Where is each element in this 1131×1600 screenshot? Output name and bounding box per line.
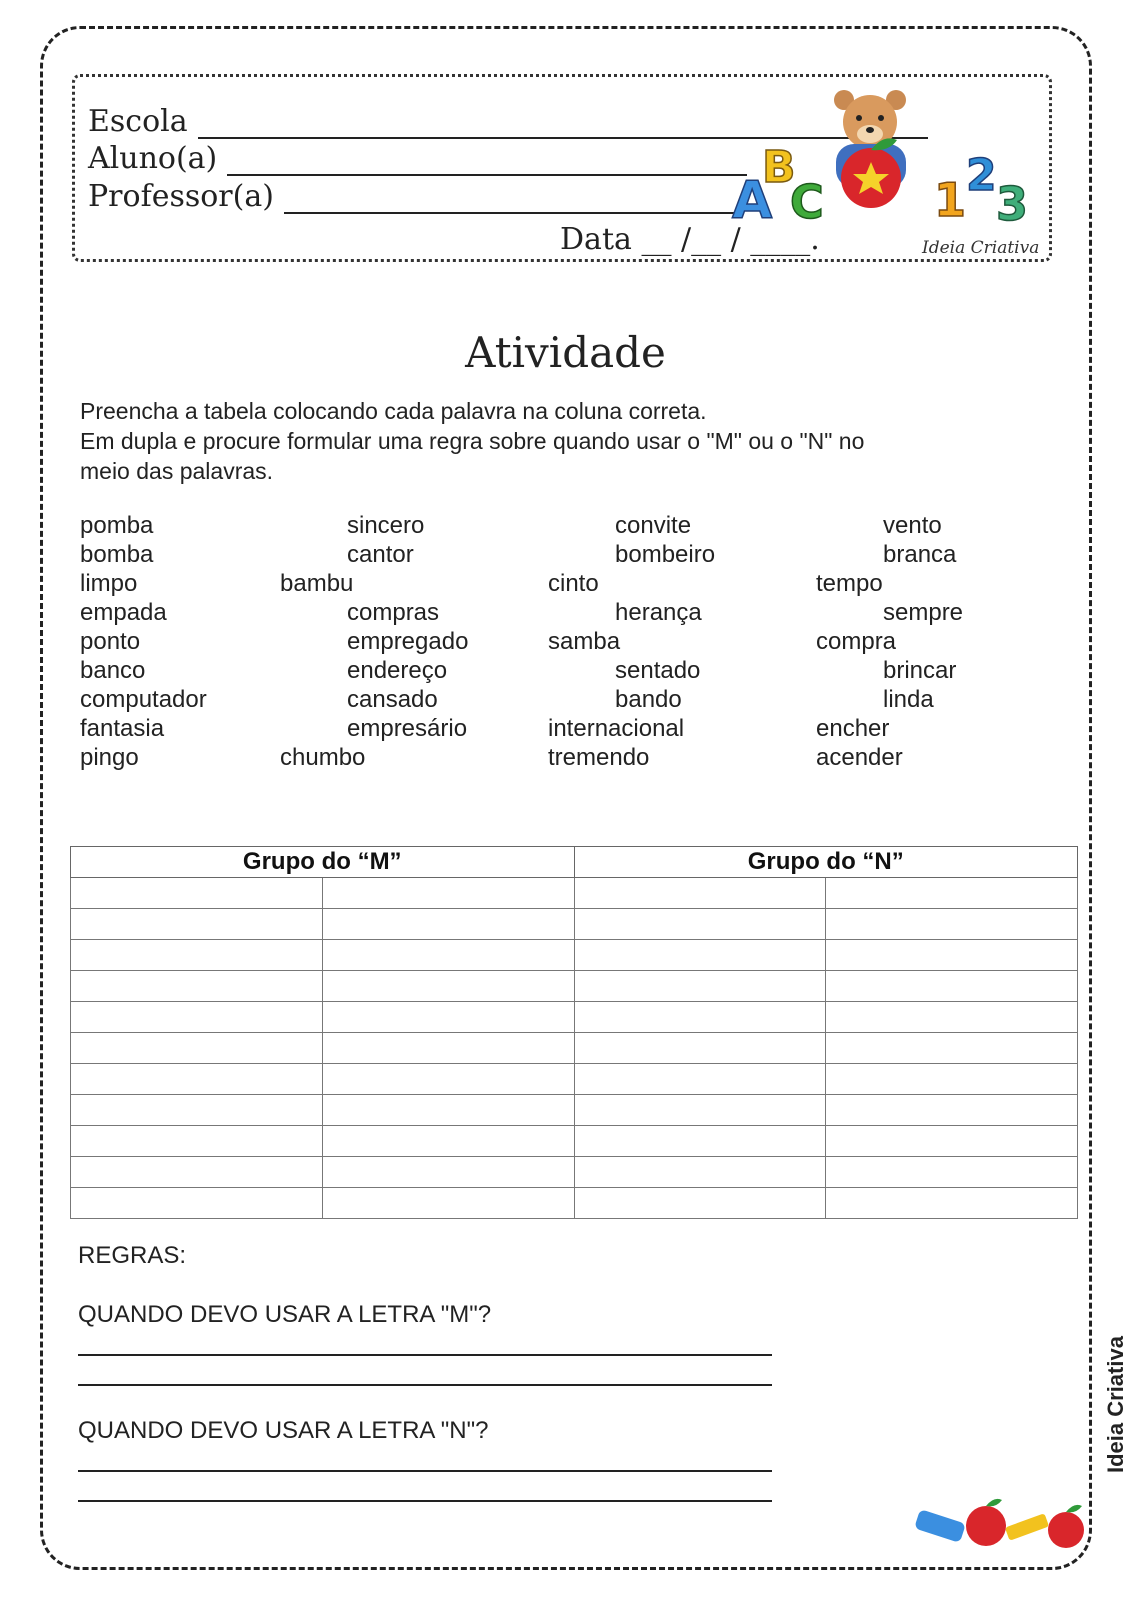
word: linda [883, 686, 934, 713]
date-blank: __ /__ / ____. [641, 222, 820, 257]
table-cell[interactable] [322, 1002, 574, 1033]
table-cell[interactable] [322, 909, 574, 940]
group-m-header: Grupo do “M” [71, 847, 575, 878]
table-cell[interactable] [322, 1064, 574, 1095]
rules-heading: REGRAS: [78, 1242, 187, 1269]
table-cell[interactable] [71, 1002, 323, 1033]
answer-line-m-1[interactable] [78, 1354, 772, 1356]
table-row [71, 1157, 1078, 1188]
table-cell[interactable] [71, 1064, 323, 1095]
table-cell[interactable] [71, 1157, 323, 1188]
table-cell[interactable] [322, 878, 574, 909]
table-row [71, 940, 1078, 971]
table-cell[interactable] [826, 1002, 1078, 1033]
table-row [71, 1188, 1078, 1219]
word: compra [816, 628, 897, 655]
table-cell[interactable] [826, 1157, 1078, 1188]
instruction-line: Em dupla e procure formular uma regra sobre quando usar o "M" ou o "N" no [80, 428, 865, 454]
signature: Ideia Criativa [922, 238, 1040, 258]
word: computador [80, 686, 207, 713]
word: bando [615, 686, 682, 713]
word: pomba [80, 512, 154, 539]
word: sincero [347, 512, 425, 539]
instruction-line: meio das palavras. [80, 458, 274, 484]
answer-line-n-1[interactable] [78, 1470, 772, 1472]
table-cell[interactable] [574, 1126, 826, 1157]
table-row [71, 1002, 1078, 1033]
teacher-label: Professor(a) [88, 179, 274, 214]
word: chumbo [280, 744, 366, 771]
word: vento [883, 512, 942, 539]
group-n-header: Grupo do “N” [574, 847, 1078, 878]
word: compras [347, 599, 440, 626]
word: sempre [883, 599, 964, 626]
table-cell[interactable] [574, 878, 826, 909]
block-letter: B [762, 142, 796, 193]
block-letter: 3 [996, 177, 1029, 231]
table-cell[interactable] [322, 1157, 574, 1188]
crayon-icon [914, 1509, 966, 1543]
table-row [71, 1126, 1078, 1157]
question-m: QUANDO DEVO USAR A LETRA "M"? [78, 1301, 492, 1328]
instruction-line: Preencha a tabela colocando cada palavra na coluna correta. [80, 398, 707, 424]
student-label: Aluno(a) [88, 141, 218, 176]
table-cell[interactable] [71, 1188, 323, 1219]
word: samba [548, 628, 621, 655]
word: bambu [280, 570, 354, 597]
table-cell[interactable] [322, 971, 574, 1002]
table-cell[interactable] [826, 1033, 1078, 1064]
teacher-line [284, 186, 734, 214]
table-row [71, 1095, 1078, 1126]
word: acender [816, 744, 903, 771]
word: empresário [347, 715, 468, 742]
table-cell[interactable] [322, 1095, 574, 1126]
table-row [71, 878, 1078, 909]
table-cell[interactable] [322, 940, 574, 971]
table-cell[interactable] [574, 1033, 826, 1064]
table-cell[interactable] [71, 971, 323, 1002]
word: tremendo [548, 744, 650, 771]
block-letter: C [790, 175, 824, 229]
table-cell[interactable] [826, 1126, 1078, 1157]
answer-line-n-2[interactable] [78, 1500, 772, 1502]
word: tempo [816, 570, 883, 597]
word: cantor [347, 541, 414, 568]
word: empregado [347, 628, 469, 655]
word: sentado [615, 657, 701, 684]
answer-table [70, 846, 1078, 1219]
table-cell[interactable] [826, 1188, 1078, 1219]
table-row [71, 971, 1078, 1002]
table-cell[interactable] [322, 1033, 574, 1064]
table-cell[interactable] [574, 971, 826, 1002]
word: endereço [347, 657, 448, 684]
block-letter: 2 [966, 150, 997, 201]
student-line [227, 148, 747, 176]
table-row [71, 1064, 1078, 1095]
table-row [71, 1033, 1078, 1064]
word: banco [80, 657, 146, 684]
block-letter: A [732, 171, 773, 231]
pencil-icon [1005, 1513, 1049, 1541]
word: bomba [80, 541, 154, 568]
table-cell[interactable] [322, 1188, 574, 1219]
block-letter: 1 [934, 173, 967, 227]
student-field [88, 141, 747, 176]
table-cell[interactable] [826, 1064, 1078, 1095]
word: ponto [80, 628, 141, 655]
word: cansado [347, 686, 438, 713]
word: limpo [80, 570, 138, 597]
decoration-illustration [908, 1490, 1092, 1560]
word: convite [615, 512, 692, 539]
table-cell[interactable] [71, 909, 323, 940]
word: internacional [548, 715, 685, 742]
bear-illustration [728, 86, 1046, 234]
table-cell[interactable] [826, 971, 1078, 1002]
word: encher [816, 715, 890, 742]
table-cell[interactable] [574, 1188, 826, 1219]
table-cell[interactable] [574, 940, 826, 971]
table-cell[interactable] [826, 1095, 1078, 1126]
table-cell[interactable] [574, 1064, 826, 1095]
apple-icon [966, 1499, 1006, 1546]
table-cell[interactable] [574, 909, 826, 940]
question-n: QUANDO DEVO USAR A LETRA "N"? [78, 1417, 489, 1444]
table-cell[interactable] [71, 940, 323, 971]
word: herança [615, 599, 702, 626]
page-title: Atividade [465, 328, 666, 377]
answer-line-m-2[interactable] [78, 1384, 772, 1386]
table-cell[interactable] [574, 1157, 826, 1188]
table-cell[interactable] [826, 940, 1078, 971]
table-cell[interactable] [574, 1095, 826, 1126]
instructions [80, 396, 1000, 486]
table-cell[interactable] [322, 1126, 574, 1157]
date-label: Data [560, 222, 632, 257]
word: branca [883, 541, 957, 568]
table-cell[interactable] [574, 1002, 826, 1033]
school-label: Escola [88, 104, 188, 139]
table-cell[interactable] [71, 1033, 323, 1064]
word: empada [80, 599, 167, 626]
table-cell[interactable] [71, 878, 323, 909]
brand-vertical: Ideia Criativa [1103, 1336, 1128, 1473]
table-cell[interactable] [71, 1095, 323, 1126]
table-cell[interactable] [826, 878, 1078, 909]
word: pingo [80, 744, 139, 771]
apple-icon [1048, 1505, 1084, 1548]
word: bombeiro [615, 541, 716, 568]
word: brincar [883, 657, 957, 684]
word: cinto [548, 570, 599, 597]
teacher-field [88, 179, 734, 214]
table-cell[interactable] [71, 1126, 323, 1157]
word: fantasia [80, 715, 165, 742]
table-row [71, 909, 1078, 940]
table-cell[interactable] [826, 909, 1078, 940]
